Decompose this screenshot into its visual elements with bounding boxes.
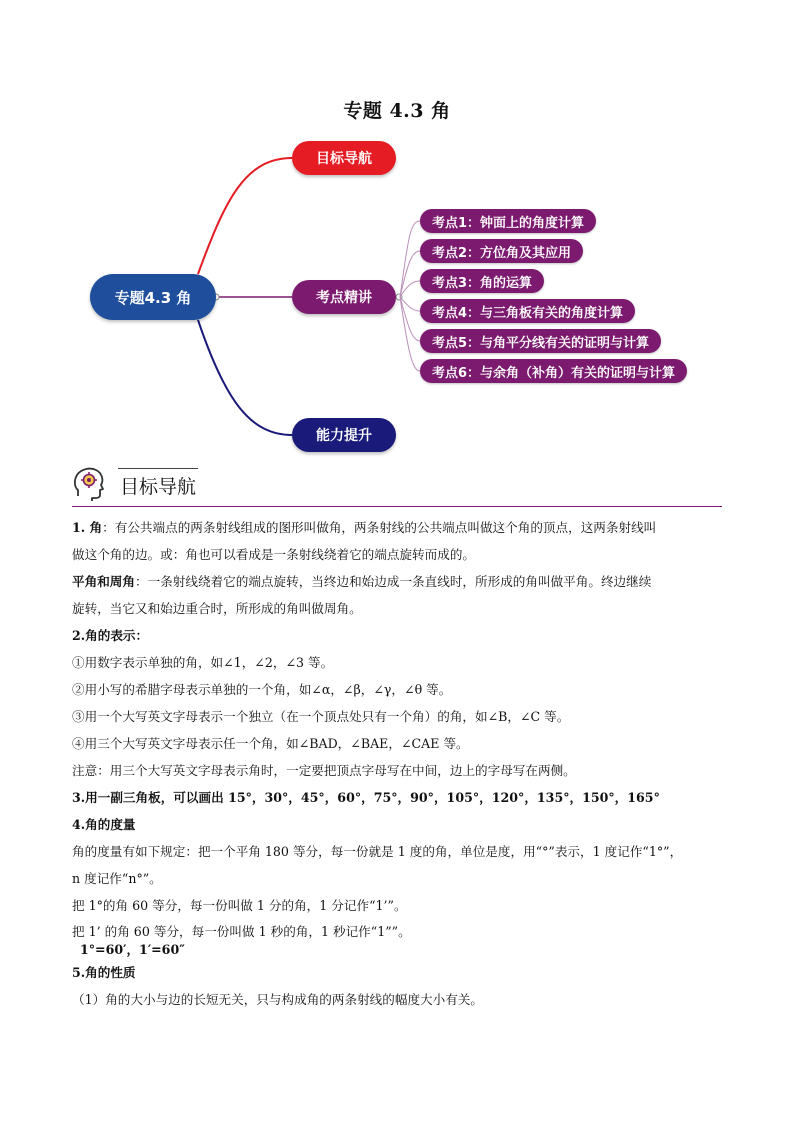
connector-ability [198, 320, 292, 435]
notation-item-1: ①用数字表示单独的角，如∠1，∠2，∠3 等。 [72, 655, 334, 670]
property-item-1: （1）角的大小与边的长短无关，只与构成角的两条射线的幅度大小有关。 [72, 992, 484, 1007]
notation-item-3: ③用一个大写英文字母表示一个独立（在一个顶点处只有一个角）的角，如∠B，∠C 等。 [72, 709, 570, 724]
paragraph-straight-full-angle [72, 568, 724, 595]
measure-line-1: 角的度量有如下规定：把一个平角 180 等分，每一份就是 1 度的角，单位是度，用“°”表示，1 度记作“1°”， [72, 844, 683, 859]
point-1: 考点1：钟面上的角度计算 [420, 209, 596, 233]
notation-item-4: ④用三个大写英文字母表示任一个角，如∠BAD，∠BAE，∠CAE 等。 [72, 736, 469, 751]
measure-line-4: 把 1’ 的角 60 等分，每一份叫做 1 秒的角，1 秒记作“1””。 [72, 924, 411, 939]
mind-map-root: 专题4.3 角 [90, 274, 216, 320]
text-angle-1: ：有公共端点的两条射线组成的图形叫做角，两条射线的公共端点叫做这个角的顶点，这两条射线叫 [102, 520, 657, 535]
measure-line-2: n 度记作“n°”。 [72, 871, 162, 886]
point-3: 考点3：角的运算 [420, 269, 544, 293]
content-body [72, 514, 724, 1013]
paragraph-angle-definition [72, 514, 724, 541]
text-straight-full-1: ：一条射线绕着它的端点旋转，当终边和始边成一条直线时，所形成的角叫做平角。终边继续 [134, 574, 652, 589]
point-2: 考点2：方位角及其应用 [420, 239, 583, 263]
page-title: 专题 4.3 角 [343, 100, 451, 122]
paragraph-angle-definition-cont: 做这个角的边。或：角也可以看成是一条射线绕着它的端点旋转而成的。 [72, 547, 475, 562]
label-straight-full: 平角和周角 [72, 574, 135, 589]
heading-angle-measure: 4.角的度量 [72, 817, 136, 832]
header-decoration-line [118, 468, 198, 469]
paragraph-straight-full-angle-cont: 旋转，当它又和始边重合时，所形成的角叫做周角。 [72, 601, 362, 616]
mind-map [0, 0, 794, 470]
point-5: 考点5：与角平分线有关的证明与计算 [420, 329, 661, 353]
branch-points: 考点精讲 [292, 280, 396, 314]
connector-goal [198, 158, 292, 274]
measure-formula: 1°=60′，1′=60″ [80, 942, 185, 957]
label-angle: 1. 角 [72, 520, 103, 535]
notation-note: 注意：用三个大写英文字母表示角时，一定要把顶点字母写在中间，边上的字母写在两侧。 [72, 763, 576, 778]
point-6: 考点6：与余角（补角）有关的证明与计算 [420, 359, 687, 383]
heading-set-squares: 3.用一副三角板，可以画出 15°，30°，45°，60°，75°，90°，105°，120°，135°，150°，165° [72, 790, 660, 805]
point-4: 考点4：与三角板有关的角度计算 [420, 299, 635, 323]
measure-line-3: 把 1°的角 60 等分，每一份叫做 1 分的角，1 分记作“1’”。 [72, 898, 407, 913]
branch-goal: 目标导航 [292, 141, 396, 175]
head-brain-icon [72, 466, 106, 502]
notation-item-2: ②用小写的希腊字母表示单独的一个角，如∠α，∠β，∠γ，∠θ 等。 [72, 682, 452, 697]
heading-angle-notation: 2.角的表示： [72, 628, 149, 643]
mind-map-connectors [0, 0, 794, 470]
section-title: 目标导航 [120, 476, 197, 498]
section-header-goal [72, 464, 722, 507]
branch-ability: 能力提升 [292, 418, 396, 452]
heading-angle-properties: 5.角的性质 [72, 965, 136, 980]
